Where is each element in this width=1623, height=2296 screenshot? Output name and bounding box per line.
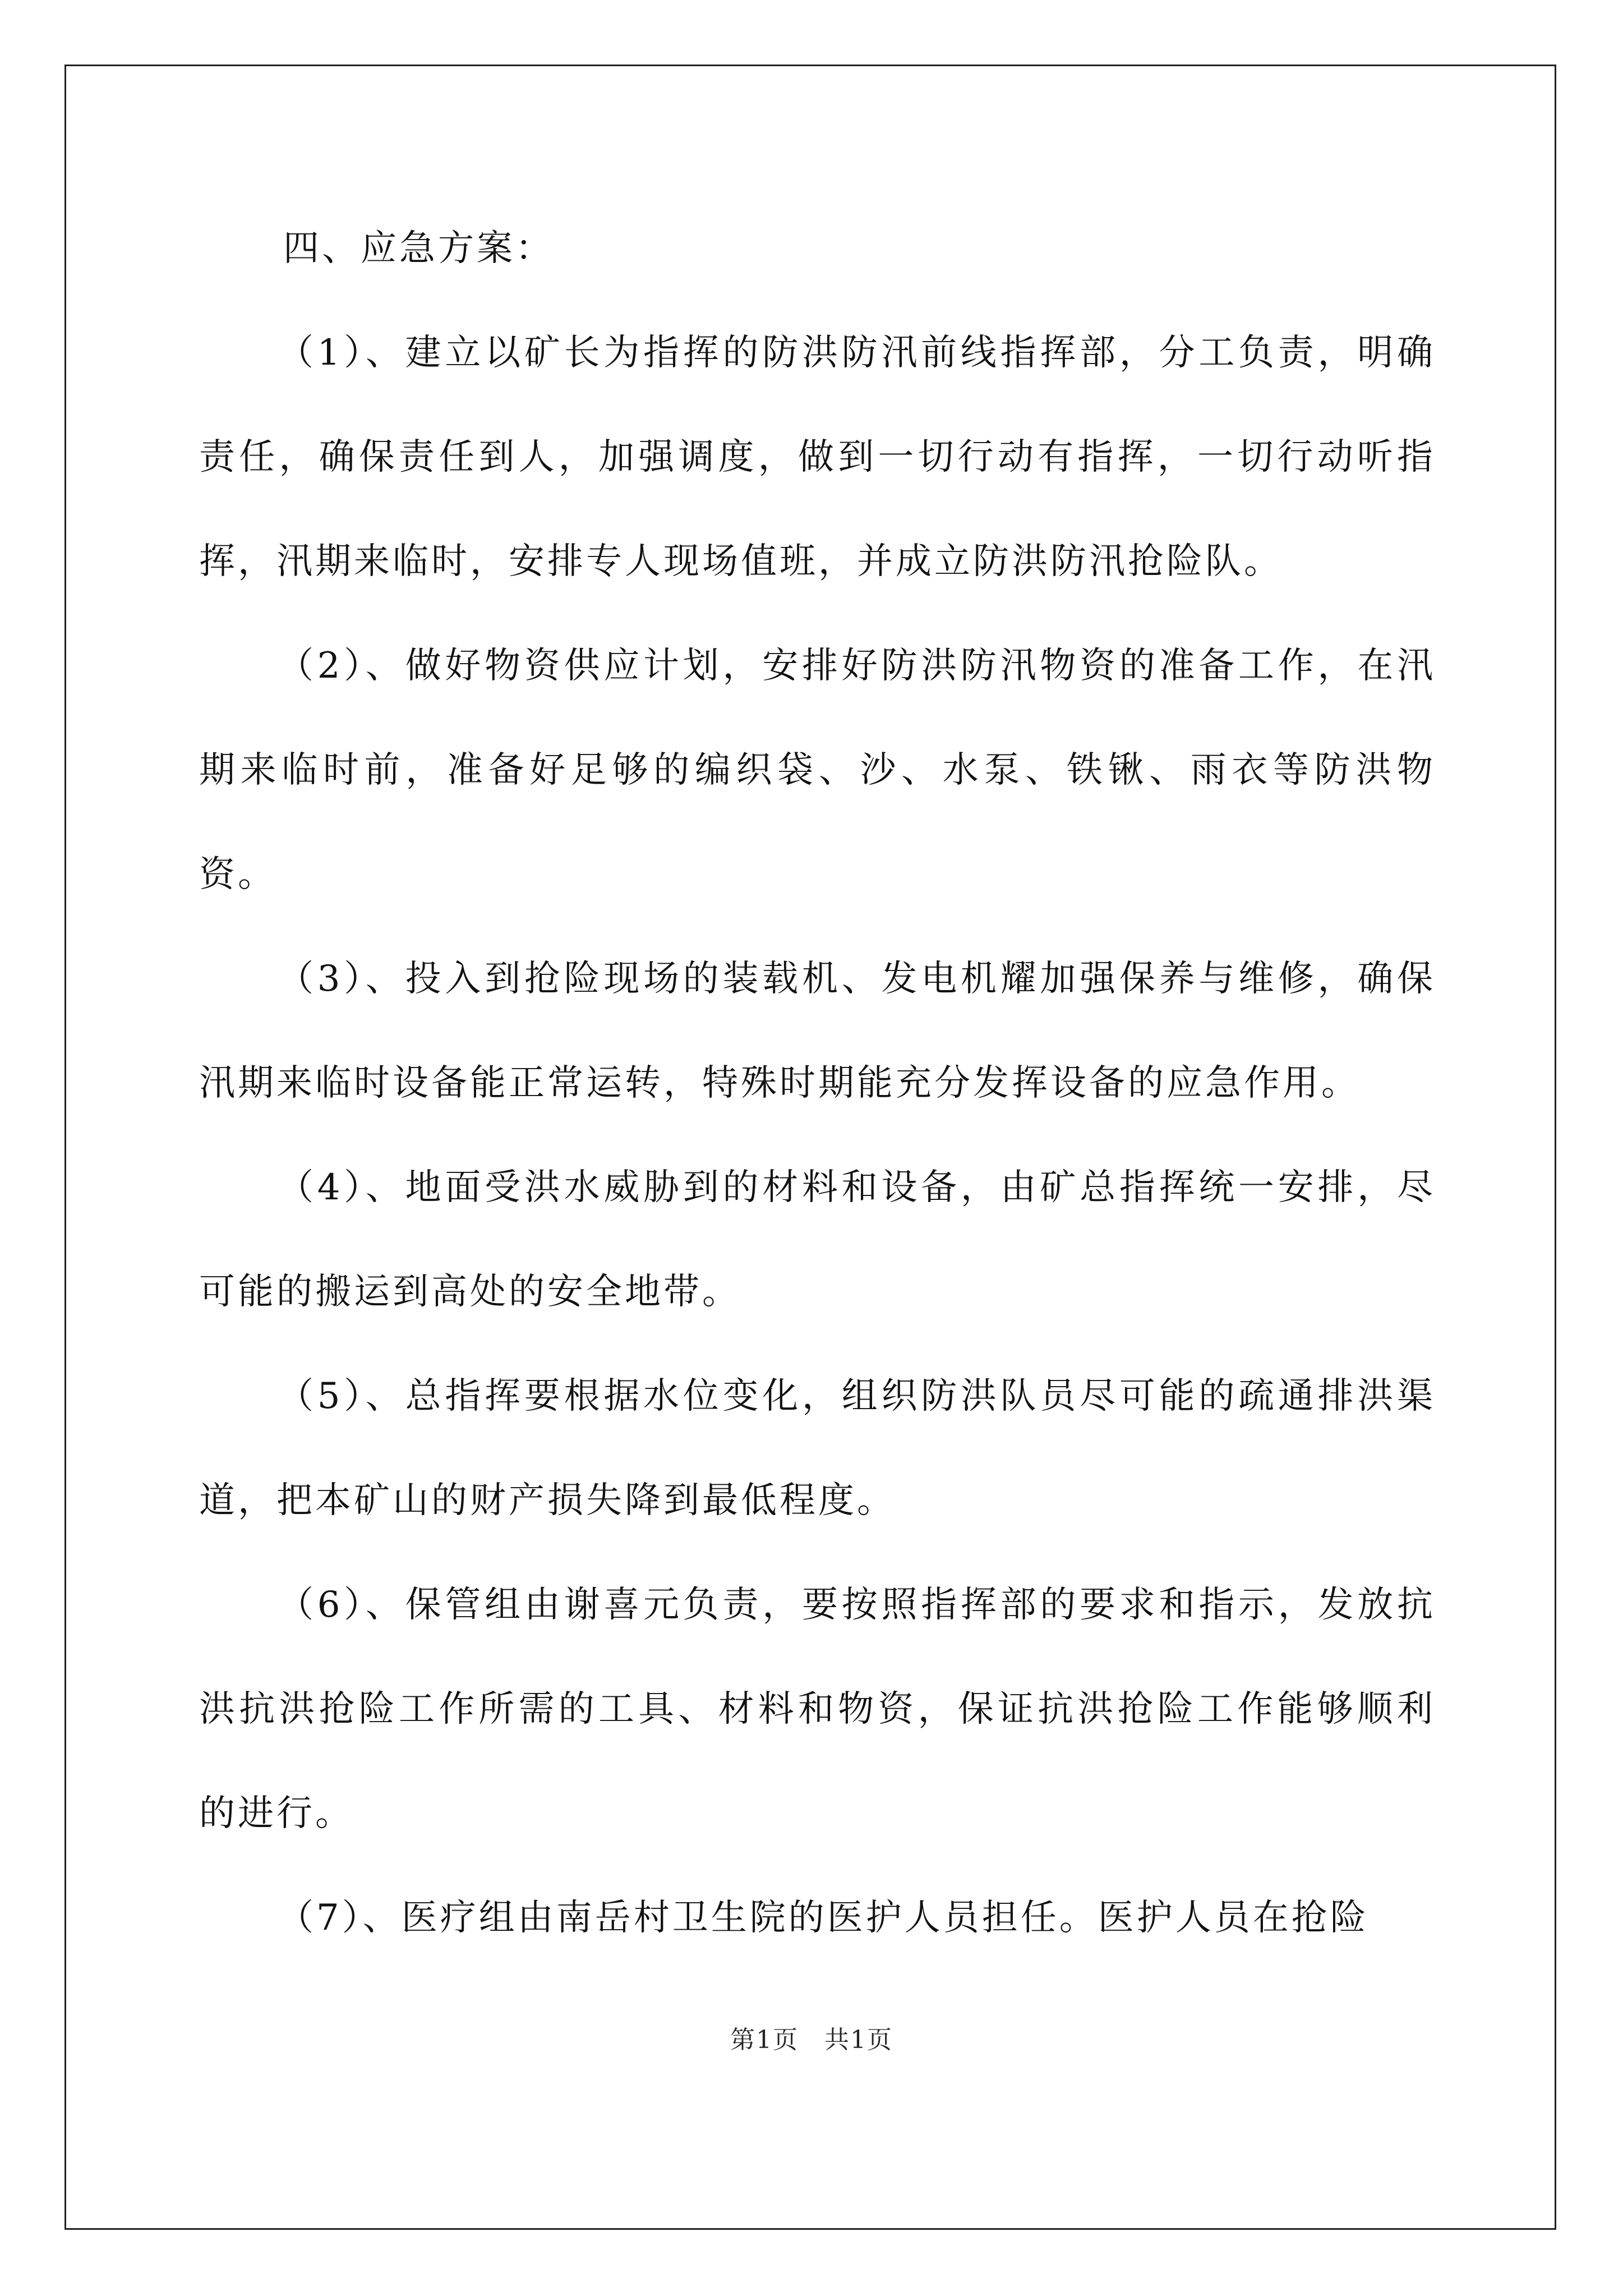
paragraph-1: （1）、建立以矿长为指挥的防洪防汛前线指挥部，分工负责，明确责任，确保责任到人，加强调度，做到一切行动有指挥，一切行动听指挥，汛期来临时，安排专人现场值班，并成立防洪防汛抢险队。 — [199, 332, 1436, 582]
paragraph-7: （7）、医疗组由南岳村卫生院的医护人员担任。医护人员在抢险 — [278, 1897, 1369, 1939]
paragraph-6: （6）、保管组由谢喜元负责，要按照指挥部的要求和指示，发放抗洪抗洪抢险工作所需的工具、材料和物资，保证抗洪抢险工作能够顺利的进行。 — [199, 1584, 1436, 1834]
paragraph-5: （5）、总指挥要根据水位变化，组织防洪队员尽可能的疏通排洪渠道，把本矿山的财产损失降到最低程度。 — [199, 1375, 1436, 1521]
paragraph-2: （2）、做好物资供应计划，安排好防洪防汛物资的准备工作，在汛期来临时前，准备好足够的编织袋、沙、水泵、铁锹、雨衣等防洪物资。 — [199, 645, 1436, 895]
page-number-footer: 第1页 共1页 — [730, 2026, 893, 2054]
section-heading: 四、应急方案： — [283, 228, 554, 269]
paragraph-3: （3）、投入到抢险现场的装载机、发电机耀加强保养与维修，确保汛期来临时设备能正常运转，特殊时期能充分发挥设备的应急作用。 — [199, 958, 1436, 1104]
document-body — [199, 196, 1436, 1970]
paragraph-4: （4）、地面受洪水威胁到的材料和设备，由矿总指挥统一安排，尽可能的搬运到高处的安全地带。 — [199, 1167, 1436, 1313]
